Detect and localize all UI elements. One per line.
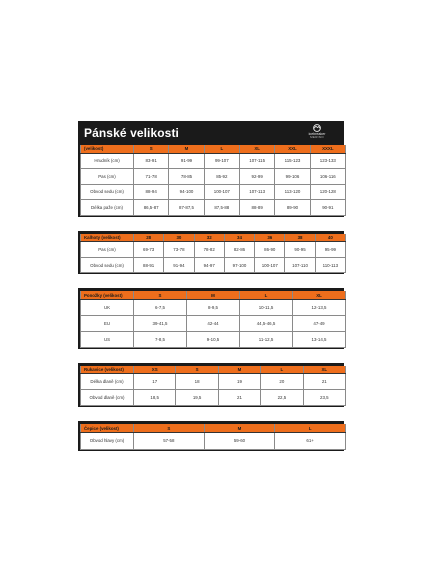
value-cell: 88-91 xyxy=(134,257,164,273)
value-cell: 73-78 xyxy=(164,242,194,258)
row-label-cell: Pas (cm) xyxy=(81,242,134,258)
header-cell-size: XL xyxy=(303,366,345,374)
header-cell-size: L xyxy=(275,424,346,432)
table-row xyxy=(81,390,346,406)
table-row xyxy=(81,432,346,449)
header-cell-size: XS xyxy=(134,366,176,374)
header-cell-size: XL xyxy=(293,291,346,299)
table-gloves xyxy=(80,366,346,407)
value-cell: 95-99 xyxy=(315,242,345,258)
value-cell: 83-91 xyxy=(134,153,169,169)
value-cell: 85-92 xyxy=(204,169,239,185)
table-hats-wrap xyxy=(78,421,344,450)
row-label-cell: Hrudník (cm) xyxy=(81,153,134,169)
table-row xyxy=(81,374,346,390)
header-cell-size: S xyxy=(176,366,218,374)
value-cell: 94-97 xyxy=(194,257,224,273)
value-cell: 19,5 xyxy=(176,390,218,406)
table-row xyxy=(81,299,346,315)
value-cell: 69-73 xyxy=(134,242,164,258)
header-cell-size: 32 xyxy=(194,234,224,242)
value-cell: 88-89 xyxy=(239,200,274,216)
value-cell: 22,5 xyxy=(261,390,303,406)
table-trousers xyxy=(80,234,346,274)
value-cell: 107-110 xyxy=(285,257,315,273)
value-cell: 87-87,5 xyxy=(169,200,204,216)
value-cell: 91-94 xyxy=(164,257,194,273)
row-label-cell: UK xyxy=(81,299,134,315)
row-label-cell: Obvod hlavy (cm) xyxy=(81,432,134,449)
table-socks-wrap xyxy=(78,288,344,348)
value-cell: 7-8,5 xyxy=(134,331,187,347)
table-row xyxy=(81,184,346,200)
table-general-sizes xyxy=(80,145,346,216)
table-row xyxy=(81,257,346,273)
value-cell: 12-13,5 xyxy=(293,299,346,315)
value-cell: 86-90 xyxy=(255,242,285,258)
value-cell: 61+ xyxy=(275,432,346,449)
brand-logo xyxy=(296,124,338,142)
row-label-cell: Obvod dlaně (cm) xyxy=(81,390,134,406)
header-cell-size: S xyxy=(134,291,187,299)
value-cell: 71-78 xyxy=(134,169,169,185)
value-cell: 21 xyxy=(303,374,345,390)
logo-subtext: MERINO xyxy=(310,135,324,139)
value-cell: 99-107 xyxy=(204,153,239,169)
header-cell-size: S xyxy=(134,424,205,432)
value-cell: 88-94 xyxy=(134,184,169,200)
header-cell-label: Rukavice (velikost) xyxy=(81,366,134,374)
table-header-row xyxy=(81,145,346,153)
header-cell-label: Ponožky (velikost) xyxy=(81,291,134,299)
header-cell-size: M xyxy=(218,366,260,374)
value-cell: 90-95 xyxy=(285,242,315,258)
table-socks xyxy=(80,291,346,348)
row-label-cell: US xyxy=(81,331,134,347)
header-cell-label: (velikost) xyxy=(81,145,134,153)
value-cell: 123-133 xyxy=(310,153,345,169)
header-cell-label: Čepice (velikost) xyxy=(81,424,134,432)
value-cell: 115-123 xyxy=(275,153,310,169)
value-cell: 86,5-87 xyxy=(134,200,169,216)
value-cell: 82-86 xyxy=(224,242,254,258)
value-cell: 17 xyxy=(134,374,176,390)
header-cell-size: 34 xyxy=(224,234,254,242)
value-cell: 113-120 xyxy=(275,184,310,200)
table-header-row xyxy=(81,291,346,299)
header-cell-size: 38 xyxy=(285,234,315,242)
value-cell: 94-100 xyxy=(169,184,204,200)
table-bottom-rule xyxy=(78,450,344,451)
row-label-cell: EU xyxy=(81,315,134,331)
value-cell: 99-106 xyxy=(275,169,310,185)
value-cell: 100-107 xyxy=(204,184,239,200)
value-cell: 21 xyxy=(218,390,260,406)
table-row xyxy=(81,200,346,216)
value-cell: 44,5-46,5 xyxy=(240,315,293,331)
header-cell-size: M xyxy=(187,291,240,299)
header-cell-size: XXXL xyxy=(310,145,345,153)
value-cell: 18 xyxy=(176,374,218,390)
value-cell: 23,5 xyxy=(303,390,345,406)
value-cell: 110-113 xyxy=(315,257,345,273)
value-cell: 106-116 xyxy=(310,169,345,185)
table-row xyxy=(81,153,346,169)
table-row xyxy=(81,169,346,185)
table-row xyxy=(81,331,346,347)
value-cell: 87,5-88 xyxy=(204,200,239,216)
row-label-cell: Délka paže (cm) xyxy=(81,200,134,216)
header-cell-size: L xyxy=(261,366,303,374)
header-cell-size: M xyxy=(169,145,204,153)
header-cell-size: S xyxy=(134,145,169,153)
value-cell: 78-85 xyxy=(169,169,204,185)
table-trousers-wrap xyxy=(78,231,344,274)
title-band xyxy=(78,121,344,145)
header-cell-size: 36 xyxy=(255,234,285,242)
value-cell: 89-90 xyxy=(275,200,310,216)
header-cell-size: 28 xyxy=(134,234,164,242)
header-cell-size: L xyxy=(240,291,293,299)
table-header-row xyxy=(81,424,346,432)
value-cell: 92-99 xyxy=(239,169,274,185)
value-cell: 59-60 xyxy=(204,432,275,449)
logo-wordmark: icebreaker xyxy=(308,132,326,136)
page-title: Pánské velikosti xyxy=(84,126,179,140)
header-cell-size: 30 xyxy=(164,234,194,242)
table-header-row xyxy=(81,234,346,242)
row-label-cell: Pas (cm) xyxy=(81,169,134,185)
row-label-cell: Obvod sedu (cm) xyxy=(81,184,134,200)
value-cell: 18,5 xyxy=(134,390,176,406)
header-cell-label: Kalhoty (velikost) xyxy=(81,234,134,242)
table-row xyxy=(81,315,346,331)
value-cell: 107-115 xyxy=(239,153,274,169)
value-cell: 91-99 xyxy=(169,153,204,169)
table-gloves-wrap xyxy=(78,363,344,407)
row-label-cell: Obvod sedu (cm) xyxy=(81,257,134,273)
header-cell-size: 40 xyxy=(315,234,345,242)
icebreaker-logo-icon xyxy=(312,124,322,132)
table-header-row xyxy=(81,366,346,374)
value-cell: 39-41,5 xyxy=(134,315,187,331)
header-cell-size: XXL xyxy=(275,145,310,153)
value-cell: 78-82 xyxy=(194,242,224,258)
value-cell: 8-9,5 xyxy=(187,299,240,315)
value-cell: 90-91 xyxy=(310,200,345,216)
value-cell: 120-128 xyxy=(310,184,345,200)
value-cell: 20 xyxy=(261,374,303,390)
table-general-sizes-wrap xyxy=(78,145,344,216)
header-cell-size: XL xyxy=(239,145,274,153)
value-cell: 13-14,5 xyxy=(293,331,346,347)
value-cell: 11-12,5 xyxy=(240,331,293,347)
value-cell: 47-49 xyxy=(293,315,346,331)
value-cell: 10-11,5 xyxy=(240,299,293,315)
value-cell: 57-58 xyxy=(134,432,205,449)
value-cell: 42-44 xyxy=(187,315,240,331)
table-row xyxy=(81,242,346,258)
value-cell: 19 xyxy=(218,374,260,390)
header-cell-size: M xyxy=(204,424,275,432)
value-cell: 107-113 xyxy=(239,184,274,200)
value-cell: 6-7,5 xyxy=(134,299,187,315)
size-chart xyxy=(78,121,344,451)
row-label-cell: Délka dlaně (cm) xyxy=(81,374,134,390)
value-cell: 100-107 xyxy=(255,257,285,273)
value-cell: 9-10,5 xyxy=(187,331,240,347)
table-hats xyxy=(80,424,346,450)
value-cell: 97-100 xyxy=(224,257,254,273)
header-cell-size: L xyxy=(204,145,239,153)
